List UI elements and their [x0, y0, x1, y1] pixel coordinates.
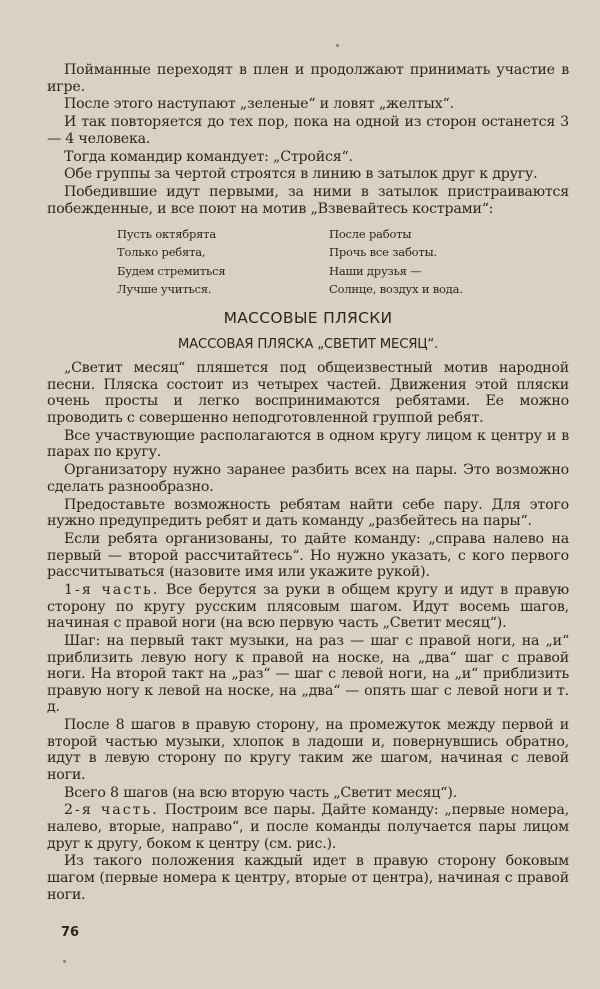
paper-speck [336, 44, 339, 47]
paragraph-text: на первый такт музыки, на раз — шаг с правой ноги, на „и“ приблизить левую ногу к правой на носке, на „два“ шаг с правой ноги. На второй такт на „раз“ — шаг с левой ноги, на „и“ приблизить правую ногу к левой на носке, на „два“ — опять шаг с левой ноги и т. д. [47, 632, 569, 716]
paragraph: И так повторяется до тех пор, пока на одной из сторон останется 3 — 4 человека. [47, 114, 569, 147]
paragraph: Если ребята организованы, то дайте команду: „справа налево на первый — второй рассчитайтесь“. Но нужно указать, с кого первого рассчитываться (назовите имя или укажите рукой). [47, 530, 569, 581]
verse-line: Пусть октябрята [117, 227, 217, 242]
paragraph: Победившие идут первыми, за ними в затылок пристраиваются побежденные, и все поют на мотив „Взвевайтесь кострами“: [47, 184, 569, 217]
part-label: 1-я часть. [64, 581, 160, 598]
subsection-title: МАССОВАЯ ПЛЯСКА „СВЕТИТ МЕСЯЦ“. [177, 336, 439, 352]
paragraph [47, 633, 569, 716]
song-verse [117, 225, 569, 298]
paragraph: Из такого положения каждый идет в правую сторону боковым шагом (первые номера к центру, вторые от центра), начиная с правой ноги. [47, 853, 569, 903]
paper-speck [63, 960, 66, 963]
verse-line: Будем стремиться [117, 263, 226, 278]
page-text [47, 62, 569, 904]
verse-line: Прочь все заботы. [329, 245, 437, 260]
paragraph-text: Все берутся за руки в общем кругу и идут в правую сторону по кругу русским плясовым шагом. Идут восемь шагов, начиная с правой ноги (на всю первую часть „Светит месяц“). [47, 581, 570, 632]
paragraph: После 8 шагов в правую сторону, на промежуток между первой и второй частью музыки, хлопок в ладоши и, повернувшись обратно, идут в левую сторону по кругу таким же шагом, начиная с левой ноги. [47, 717, 569, 783]
paragraph: Предоставьте возможность ребятам найти себе пару. Для этого нужно предупредить ребят и дать команду „разбейтесь на пары“. [47, 496, 569, 530]
verse-right-column [329, 225, 541, 298]
paragraph [47, 802, 569, 852]
section-title: МАССОВЫЕ ПЛЯСКИ [223, 309, 393, 328]
verse-line: Лучше учиться. [117, 281, 212, 296]
paragraph: Организатору нужно заранее разбить всех на пары. Это возможно сделать разнообразно. [47, 462, 569, 495]
paragraph: Пойманные переходят в плен и продолжают принимать участие в игре. [47, 62, 569, 95]
step-label: Шаг: [64, 632, 101, 649]
verse-line: Наши друзья — [329, 263, 422, 278]
verse-line: Только ребята, [117, 245, 206, 260]
paragraph: Все участвующие располагаются в одном кругу лицом к центру и в парах по кругу. [47, 427, 569, 461]
paragraph: „Светит месяц“ пляшется под общеизвестный мотив народной песни. Пляска состоит из четырех частей. Движения этой пляски очень просты и легко воспринимаются ребятами. Ее можно проводить с совершенно неподготовленной группой ребят. [47, 360, 569, 427]
paragraph: Тогда командир командует: „Стройся“. [64, 148, 353, 165]
paragraph: Обе группы за чертой строятся в линию в затылок друг к другу. [64, 166, 538, 183]
verse-left-column [117, 225, 329, 298]
verse-line: Солнце, воздух и вода. [329, 281, 463, 296]
verse-line: После работы [329, 227, 412, 242]
paragraph-text: Построим все пары. Дайте команду: „первые номера, налево, вторые, направо“, и после команды получается пары лицом друг к другу, боком к центру (см. рис.). [47, 802, 569, 852]
page-number: 76 [61, 925, 80, 940]
paragraph: Всего 8 шагов (на всю вторую часть „Светит месяц“). [64, 784, 458, 801]
paragraph [47, 582, 569, 632]
part-label: 2-я часть. [64, 802, 159, 819]
paragraph: После этого наступают „зеленые“ и ловят „желтых“. [64, 96, 454, 113]
